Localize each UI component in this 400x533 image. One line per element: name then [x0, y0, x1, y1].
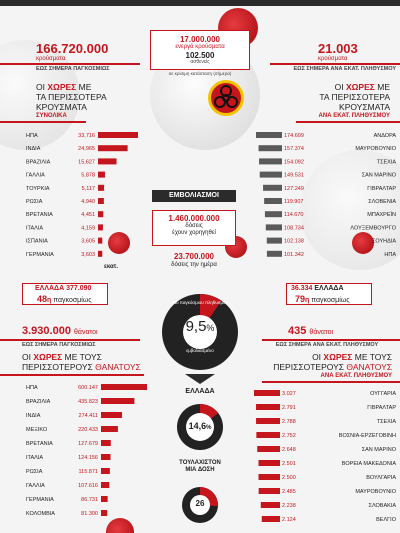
- bar: [260, 172, 282, 178]
- bar: [98, 211, 103, 217]
- category-label: ΙΝΔΙΑ: [26, 146, 41, 153]
- world-cases-label: κρούσματα: [36, 56, 66, 62]
- category-label: ΙΣΠΑΝΙΑ: [26, 238, 48, 245]
- category-label: ΜΠΑΧΡΕΪΝ: [367, 212, 396, 219]
- world-cases-value: 166.720.000: [36, 41, 109, 56]
- title-word: ΟΙ: [334, 82, 344, 92]
- greece-cases-value: 377.090: [66, 285, 92, 292]
- value-label: 154.092: [284, 159, 304, 166]
- serious-note-text: σε κρίσιμη κατάσταση: [168, 71, 213, 76]
- value-label: 600.147: [78, 385, 98, 391]
- value-label: 108.734: [284, 225, 304, 232]
- category-label: ΣΑΝ ΜΑΡΙΝΟ: [361, 172, 396, 179]
- deaths-world-underline: [0, 339, 140, 341]
- value-label: 2.752: [282, 433, 296, 439]
- category-label: ΗΠΑ: [384, 251, 396, 258]
- value-label: 5,117: [81, 185, 95, 192]
- category-label: ΒΡΑΖΙΛΙΑ: [26, 159, 51, 166]
- category-label: ΗΠΑ: [26, 133, 38, 139]
- bar: [256, 418, 280, 424]
- doses-total-value: 1.460.000.000: [168, 214, 220, 223]
- value-label: 33,716: [78, 133, 95, 139]
- doses-total-label2: έχουν χορηγηθεί: [172, 230, 216, 236]
- cases-permil-title-3: ΚΡΟΥΣΜΑΤΑ: [339, 102, 390, 112]
- bar: [101, 468, 110, 474]
- title-word: ΧΩΡΕΣ: [47, 82, 77, 92]
- category-label: ΑΝΔΟΡΑ: [373, 133, 396, 139]
- value-label: 220.433: [78, 427, 98, 433]
- category-label: ΟΥΓΓΑΡΙΑ: [370, 391, 396, 397]
- title-word: ΧΩΡΕΣ: [33, 352, 63, 362]
- cases-permil-title-2: ΤΑ ΠΕΡΙΣΣΟΤΕΡΑ: [319, 92, 390, 102]
- per-million-underline: [270, 63, 400, 65]
- greece-label: ΕΛΛΑΔΑ: [35, 285, 65, 292]
- title-word: ΜΕ ΤΟΥΣ: [64, 352, 102, 362]
- category-label: ΒΕΛΓΙΟ: [376, 517, 396, 523]
- deaths-permil-underline: [262, 339, 400, 341]
- per-million-label: κρούσματα: [318, 56, 348, 62]
- bar: [101, 440, 111, 446]
- category-label: ΣΟΥΗΔΙΑ: [371, 238, 396, 245]
- greece-permil-rank: [287, 295, 371, 305]
- bar: [263, 185, 282, 191]
- deaths-permil: [288, 325, 333, 339]
- one-dose-label1: ΤΟΥΛΑΧΙΣΤΟΝ: [179, 460, 221, 466]
- greece-pct-unit: %: [206, 425, 212, 431]
- category-label: ΜΑΥΡΟΒΟΥΝΙΟ: [355, 146, 396, 153]
- bar: [101, 482, 109, 488]
- deaths-world: [22, 325, 98, 339]
- title-word: ΟΙ: [312, 352, 322, 362]
- title-word: ΘΑΝΑΤΟΥΣ: [346, 362, 392, 372]
- bar: [101, 510, 107, 516]
- deaths-total-title-2: [22, 362, 141, 372]
- bar: [259, 474, 280, 480]
- bar: [261, 502, 280, 508]
- bar: [101, 426, 118, 432]
- bar: [259, 158, 282, 164]
- per-million-note: ΕΩΣ ΣΗΜΕΡΑ ΑΝΑ ΕΚΑΤ. ΠΛΗΘΥΣΜΟΥ: [293, 66, 396, 72]
- title-word: ΘΑΝΑΤΟΥΣ: [95, 362, 141, 372]
- greece-rank: 48: [37, 294, 48, 304]
- greece-permil-value: 36.334: [291, 285, 313, 292]
- value-label: 157.374: [284, 146, 304, 153]
- value-label: 127.679: [78, 441, 98, 447]
- greece-rank-label: παγκοσμίως: [311, 297, 350, 304]
- active-cases-value: 17.000.000: [179, 35, 221, 44]
- deaths-permil-value: 435: [288, 325, 307, 337]
- cases-total-unit: εκατ.: [104, 264, 119, 270]
- greece-rank-label: παγκοσμίως: [53, 297, 92, 304]
- bar: [98, 224, 103, 230]
- deaths-permil-underline-2: [262, 381, 400, 383]
- category-label: ΒΡΕΤΑΝΙΑ: [26, 212, 53, 219]
- value-label: 102.138: [284, 238, 304, 245]
- title-word: ΟΙ: [22, 352, 31, 362]
- bar: [256, 132, 282, 138]
- greece-rank-suffix: η: [305, 297, 310, 304]
- cases-total-title-2: ΤΑ ΠΕΡΙΣΣΟΤΕΡΑ: [36, 92, 107, 102]
- title-word: ΠΕΡΙΣΣΟΤΕΡΟΥΣ: [273, 362, 345, 372]
- world-caption2: πλήρως: [191, 342, 209, 347]
- bar: [265, 211, 282, 217]
- greece-cases-rank: [23, 295, 107, 305]
- doses-total-box: [152, 210, 236, 246]
- cases-total-sub: ΣΥΝΟΛΙΚΑ: [36, 113, 67, 119]
- world-cases-underline: [0, 63, 140, 65]
- bar: [101, 454, 111, 460]
- world-pct-value: 9,5: [185, 318, 207, 335]
- deaths-world-note: ΕΩΣ ΣΗΜΕΡΑ ΠΑΓΚΟΣΜΙΩΣ: [22, 342, 96, 348]
- cases-total-title-3: ΚΡΟΥΣΜΑΤΑ: [36, 102, 87, 112]
- bar: [259, 145, 282, 151]
- greece-permil-line: [287, 284, 371, 294]
- title-word: ΜΕ ΤΟΥΣ: [354, 352, 392, 362]
- cases-total-chart: [0, 124, 140, 274]
- value-label: 3.027: [282, 391, 296, 397]
- category-label: ΛΟΥΞΕΜΒΟΥΡΓΟ: [350, 225, 396, 232]
- value-label: 101.342: [284, 251, 304, 258]
- category-label: ΤΣΕΧΙΑ: [376, 159, 396, 166]
- bar: [101, 384, 147, 390]
- greece-cases-box: [22, 283, 108, 305]
- deaths-world-value: 3.930.000: [22, 325, 71, 337]
- top-bar: [0, 0, 400, 6]
- doses-day-label: δόσεις την ημέρα: [171, 262, 217, 268]
- bar: [257, 446, 280, 452]
- one-dose-value: 26: [195, 499, 205, 508]
- value-label: 24,965: [78, 146, 95, 153]
- bar: [256, 404, 280, 410]
- cases-permil-sub: ΑΝΑ ΕΚΑΤ. ΠΛΗΘΥΣΜΟΥ: [318, 113, 390, 119]
- greece-cases-line: [23, 284, 107, 294]
- bar: [259, 488, 280, 494]
- serious-label: ασθενείς: [190, 59, 210, 65]
- category-label: ΣΛΟΒΑΚΙΑ: [368, 503, 396, 509]
- category-label: ΒΟΡΕΙΑ ΜΑΚΕΔΟΝΙΑ: [341, 461, 396, 467]
- one-dose-label2: ΜΙΑ ΔΟΣΗ: [185, 467, 215, 473]
- category-label: ΙΤΑΛΙΑ: [26, 455, 44, 461]
- vaccination-title: ΕΜΒΟΛΙΑΣΜΟΙ: [152, 190, 236, 202]
- category-label: ΒΟΥΛΓΑΡΙΑ: [366, 475, 396, 481]
- value-label: 2.124: [282, 517, 296, 523]
- category-label: ΒΡΑΖΙΛΙΑ: [26, 399, 51, 405]
- world-vaccinated-pct: [160, 318, 240, 337]
- category-label: ΓΕΡΜΑΝΙΑ: [26, 251, 54, 258]
- value-label: 2.791: [282, 405, 296, 411]
- cases-permil-underline: [296, 121, 400, 123]
- value-label: 124.156: [78, 455, 98, 461]
- deaths-total-title: [22, 352, 102, 362]
- category-label: ΚΟΛΟΜΒΙΑ: [26, 511, 55, 517]
- value-label: 4,451: [81, 212, 95, 219]
- value-label: 114.670: [284, 212, 304, 219]
- value-label: 2.485: [282, 489, 296, 495]
- category-label: ΓΑΛΛΙΑ: [26, 172, 45, 179]
- category-label: ΒΟΣΝΙΑ-ΕΡΖΕΓΟΒΙΝΗ: [338, 433, 396, 439]
- serious-note: [150, 71, 250, 76]
- title-word: ΟΙ: [36, 82, 45, 92]
- greece-rank-suffix: η: [47, 297, 52, 304]
- value-label: 149.531: [284, 172, 304, 179]
- category-label: ΓΙΒΡΑΛΤΑΡ: [367, 185, 396, 192]
- greece-vacc-label: ΕΛΛΑΔΑ: [185, 388, 215, 395]
- bar: [264, 198, 282, 204]
- value-label: 127.249: [284, 185, 304, 192]
- bar: [266, 224, 282, 230]
- category-label: ΡΩΣΙΑ: [26, 199, 43, 205]
- value-label: 2.500: [282, 475, 296, 481]
- value-label: 174.609: [284, 133, 304, 139]
- value-label: 4,159: [81, 225, 95, 232]
- bar: [98, 238, 102, 244]
- bar: [98, 198, 104, 204]
- value-label: 81.300: [81, 511, 98, 517]
- category-label: ΣΛΟΒΕΝΙΑ: [368, 199, 396, 205]
- deaths-permil-note: ΕΩΣ ΣΗΜΕΡΑ ΑΝΑ ΕΚΑΤ. ΠΛΗΘΥΣΜΟΥ: [275, 342, 379, 348]
- bar: [101, 496, 108, 502]
- deaths-permil-chart: [252, 386, 400, 532]
- bar: [267, 238, 282, 244]
- cases-permil-title: [278, 82, 390, 92]
- world-caption3: εμβολιασμένο: [186, 348, 214, 353]
- title-word: ΧΩΡΕΣ: [323, 352, 353, 362]
- deaths-permil-label: θάνατοι: [309, 329, 334, 336]
- category-label: ΤΟΥΡΚΙΑ: [26, 185, 50, 192]
- world-cases-note: ΕΩΣ ΣΗΜΕΡΑ ΠΑΓΚΟΣΜΙΩΣ: [36, 66, 110, 72]
- category-label: ΜΑΥΡΟΒΟΥΝΙΟ: [355, 489, 396, 495]
- bar: [267, 251, 282, 257]
- per-million-value: 21.003: [318, 41, 358, 56]
- greece-permil-box: [286, 283, 372, 305]
- bar: [98, 132, 138, 138]
- deaths-permil-sub: ΑΝΑ ΕΚΑΤ. ΠΛΗΘΥΣΜΟΥ: [320, 373, 392, 379]
- world-caption1: του παγκόσμιου πληθυσμού: [171, 300, 229, 305]
- value-label: 2.788: [282, 419, 296, 425]
- value-label: 119.907: [284, 199, 304, 205]
- category-label: ΓΕΡΜΑΝΙΑ: [26, 497, 54, 503]
- category-label: ΡΩΣΙΑ: [26, 469, 43, 475]
- bar: [98, 172, 105, 178]
- value-label: 86.731: [81, 497, 98, 503]
- category-label: ΒΡΕΤΑΝΙΑ: [26, 441, 53, 447]
- serious-value: 102.500: [185, 51, 215, 60]
- greece-vaccinated-pct: [175, 420, 225, 434]
- deaths-total-underline: [0, 374, 144, 376]
- title-word: ΠΕΡΙΣΣΟΤΕΡΟΥΣ: [22, 362, 93, 372]
- bar: [98, 158, 117, 164]
- deaths-world-label: θάνατοι: [74, 329, 98, 336]
- value-label: 115.871: [78, 469, 98, 475]
- greece-label: ΕΛΛΑΔΑ: [314, 285, 344, 292]
- value-label: 2.501: [282, 461, 296, 467]
- active-cases-box: [150, 30, 250, 70]
- value-label: 435.823: [78, 399, 98, 405]
- bar: [101, 398, 134, 404]
- value-label: 2.238: [282, 503, 296, 509]
- greece-rank: 79: [295, 294, 306, 304]
- title-word: ΧΩΡΕΣ: [345, 82, 375, 92]
- deaths-total-chart: [0, 378, 150, 528]
- bar: [259, 460, 280, 466]
- arrow-down-icon: [185, 374, 215, 384]
- cases-total-underline: [0, 121, 86, 123]
- world-pct-unit: %: [206, 323, 215, 333]
- category-label: ΗΠΑ: [26, 385, 38, 391]
- category-label: ΣΑΝ ΜΑΡΙΝΟ: [361, 447, 396, 453]
- greece-pct-value: 14,6: [188, 421, 207, 431]
- serious-note-date: (σήμερα): [213, 71, 232, 76]
- value-label: 3,605: [81, 238, 95, 245]
- value-label: 2.648: [282, 447, 296, 453]
- bar: [98, 145, 128, 151]
- category-label: ΓΑΛΛΙΑ: [26, 483, 45, 489]
- cases-permil-chart: [252, 124, 400, 274]
- category-label: ΙΤΑΛΙΑ: [26, 225, 44, 232]
- title-word: ΜΕ: [78, 82, 92, 92]
- value-label: 3,603: [81, 251, 95, 258]
- bar: [254, 390, 280, 396]
- biohazard-icon: [208, 80, 244, 116]
- bar: [256, 432, 280, 438]
- title-word: ΜΕ: [377, 82, 390, 92]
- value-label: 15,627: [78, 159, 95, 166]
- bar: [101, 412, 122, 418]
- cases-total-title: [36, 82, 91, 92]
- deaths-permil-title: [262, 352, 392, 362]
- active-cases-label: ενεργά κρούσματα: [175, 44, 225, 50]
- value-label: 107.616: [78, 483, 98, 489]
- doses-total-label1: δόσεις: [185, 223, 203, 229]
- deaths-permil-title-2: [250, 362, 392, 372]
- value-label: 274.411: [78, 413, 98, 419]
- category-label: ΤΣΕΧΙΑ: [376, 419, 396, 425]
- category-label: ΓΙΒΡΑΛΤΑΡ: [367, 405, 396, 411]
- doses-day-value: 23.700.000: [173, 252, 215, 261]
- bar: [98, 185, 104, 191]
- category-label: ΜΕΞΙΚΟ: [26, 427, 48, 433]
- bar: [262, 516, 280, 522]
- category-label: ΙΝΔΙΑ: [26, 413, 41, 419]
- value-label: 5,878: [81, 172, 95, 179]
- bar: [98, 251, 102, 257]
- value-label: 4,940: [81, 199, 95, 205]
